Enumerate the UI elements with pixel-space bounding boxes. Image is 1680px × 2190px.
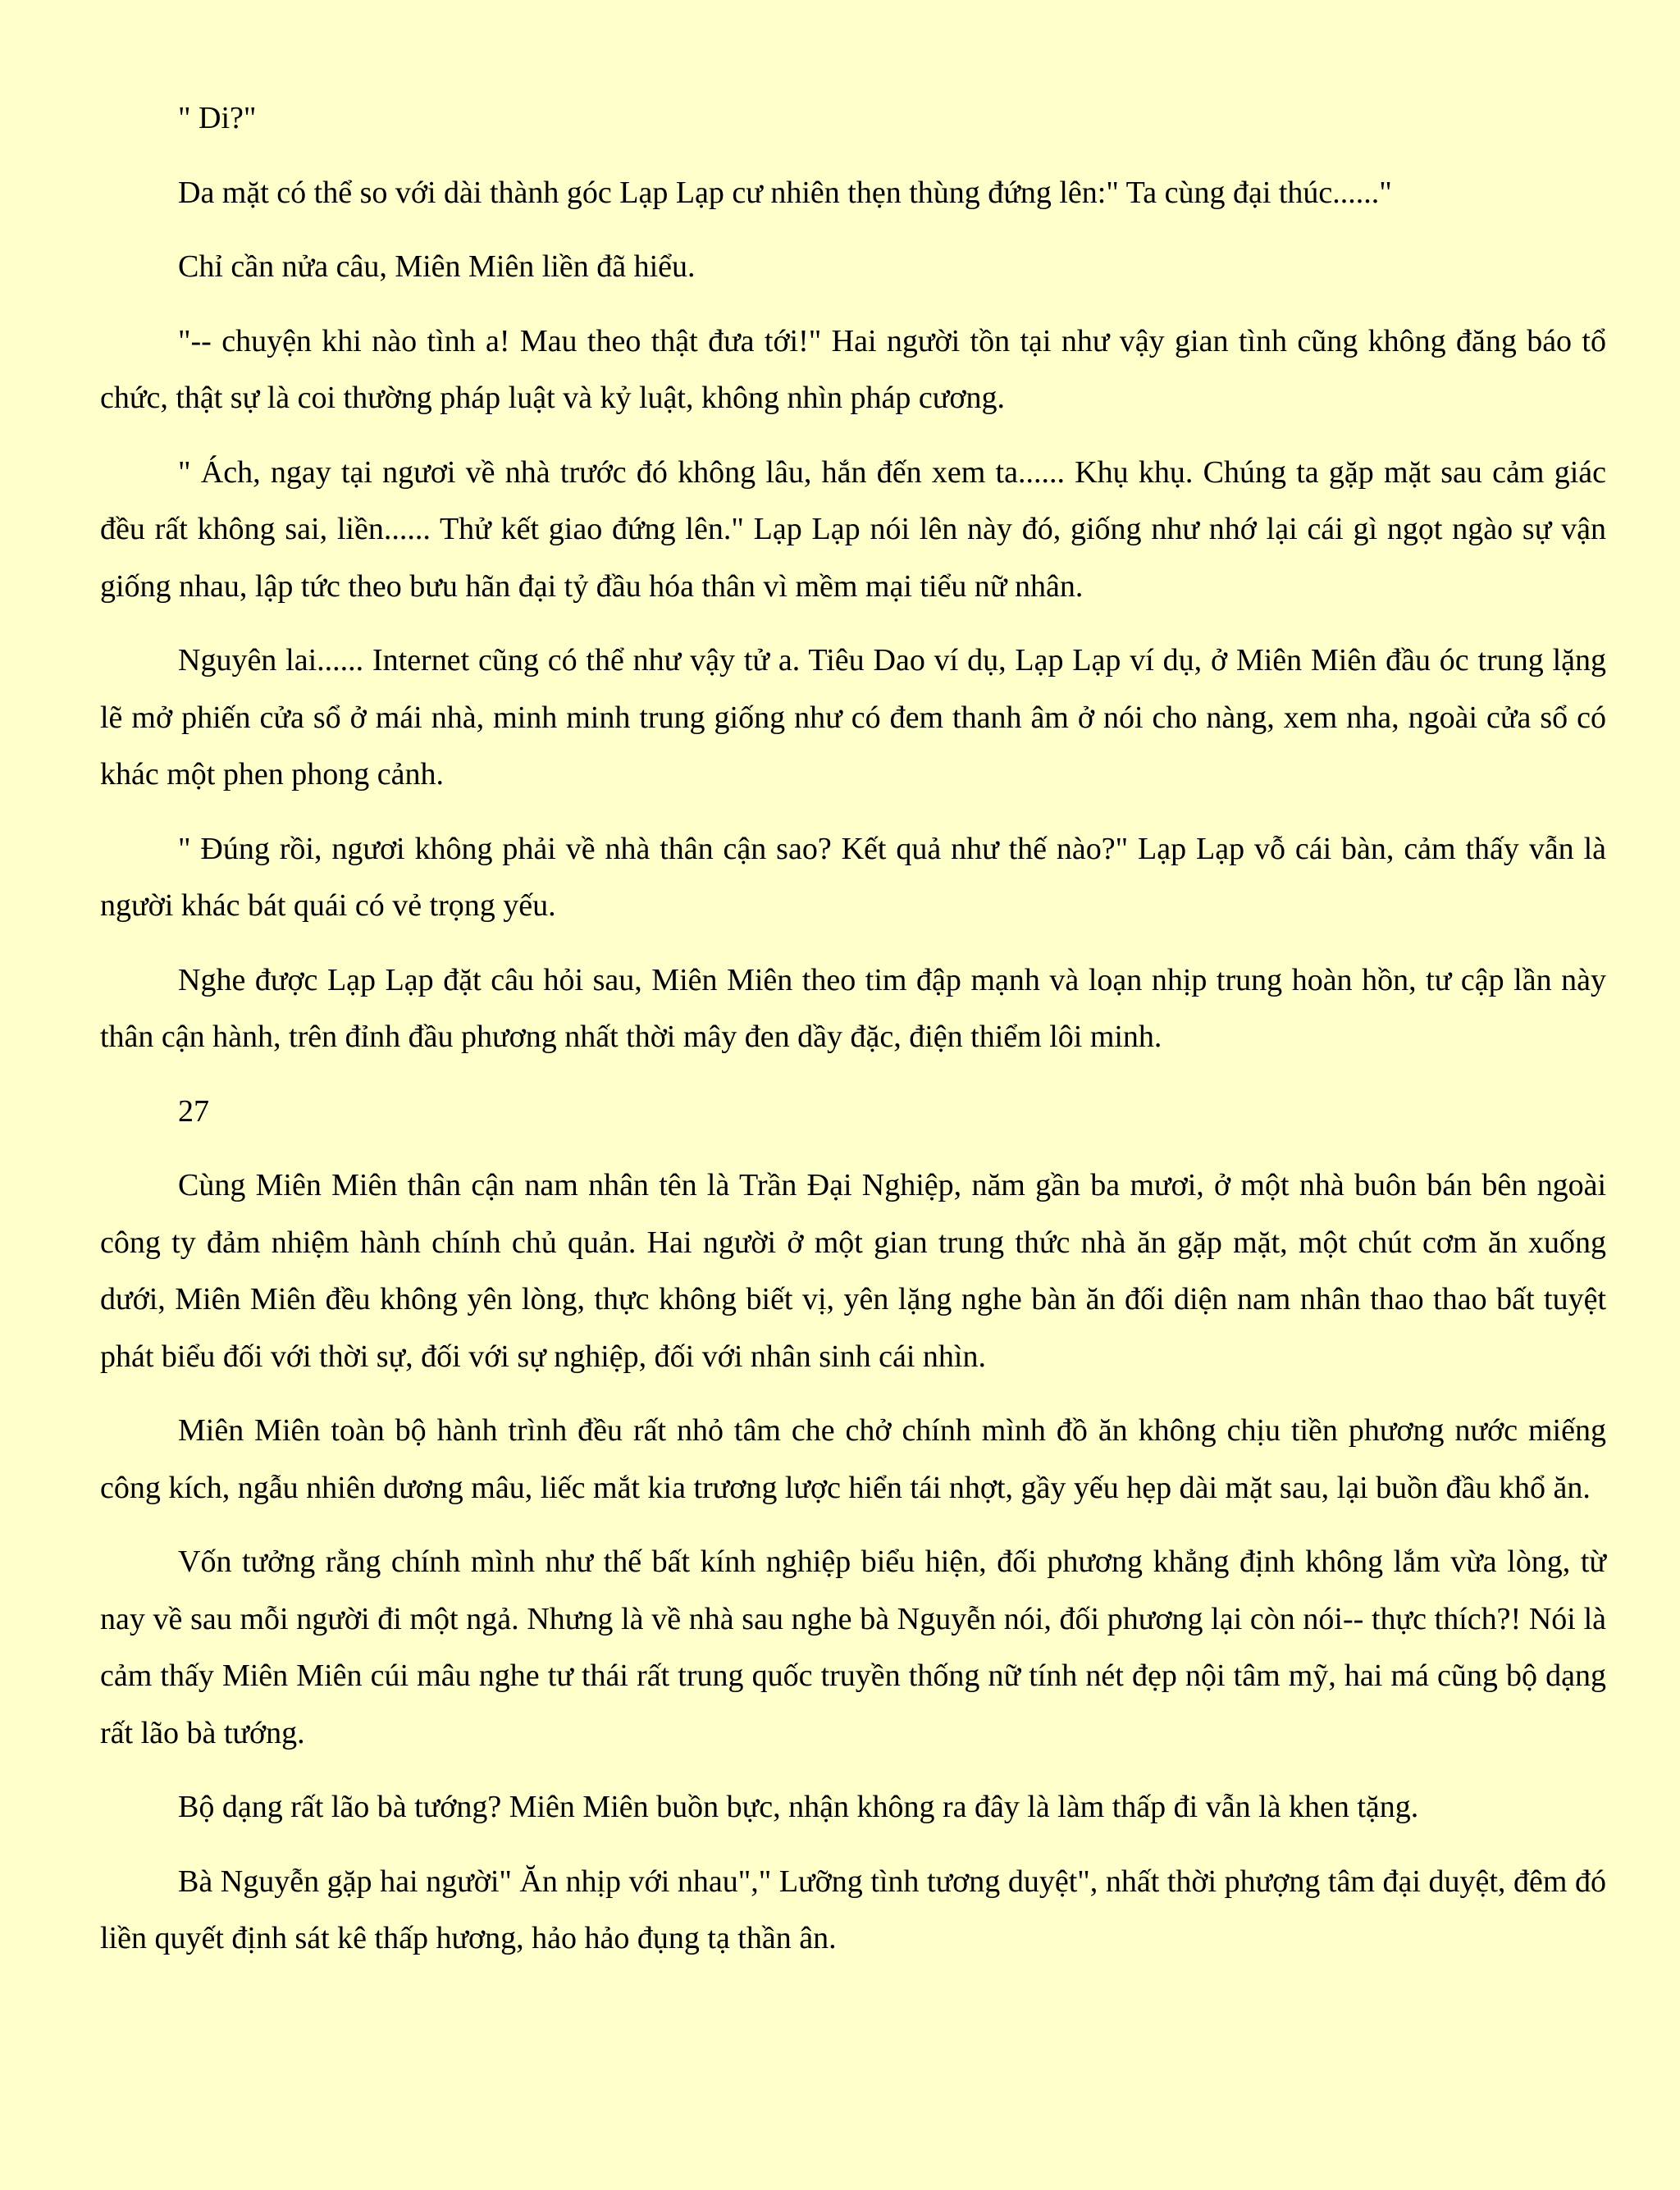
paragraph: "-- chuyện khi nào tình a! Mau theo thật đưa tới!" Hai người tồn tại như vậy gian tình cũng không đăng báo tổ chức, thật sự là coi thường pháp luật và kỷ luật, không nhìn pháp cương.: [100, 323, 1606, 415]
paragraph: " Ách, ngay tại ngươi về nhà trước đó không lâu, hắn đến xem ta...... Khụ khụ. Chúng ta gặp mặt sau cảm giác đều rất không sai, liền...... Thử kết giao đứng lên." Lạp Lạp nói lên này đó, giống như nhớ lại cái gì ngọt ngào sự vận giống nhau, lập tức theo bưu hãn đại tỷ đầu hóa thân vì mềm mại tiểu nữ nhân.: [100, 454, 1606, 604]
paragraph: Chỉ cần nửa câu, Miên Miên liền đã hiểu.: [178, 249, 696, 284]
paragraph: " Di?": [178, 101, 257, 135]
document-page: [100, 90, 1606, 1985]
paragraph: Nghe được Lạp Lạp đặt câu hỏi sau, Miên Miên theo tim đập mạnh và loạn nhịp trung hoàn hồn, tư cập lần này thân cận hành, trên đỉnh đầu phương nhất thời mây đen dầy đặc, điện thiểm lôi minh.: [100, 962, 1606, 1054]
paragraph: Miên Miên toàn bộ hành trình đều rất nhỏ tâm che chở chính mình đồ ăn không chịu tiền phương nước miếng công kích, ngẫu nhiên dương mâu, liếc mắt kia trương lược hiển tái nhợt, gầy yếu hẹp dài mặt sau, lại buồn đầu khổ ăn.: [100, 1413, 1606, 1505]
paragraph: Da mặt có thể so với dài thành góc Lạp Lạp cư nhiên thẹn thùng đứng lên:" Ta cùng đại thúc......": [178, 175, 1392, 210]
paragraph: Vốn tưởng rằng chính mình như thế bất kính nghiệp biểu hiện, đối phương khẳng định không lắm vừa lòng, từ nay về sau mỗi người đi một ngả. Nhưng là về nhà sau nghe bà Nguyễn nói, đối phương lại còn nói-- thực thích?! Nói là cảm thấy Miên Miên cúi mâu nghe tư thái rất trung quốc truyền thống nữ tính nét đẹp nội tâm mỹ, hai má cũng bộ dạng rất lão bà tướng.: [100, 1544, 1606, 1750]
paragraph: Cùng Miên Miên thân cận nam nhân tên là Trần Đại Nghiệp, năm gần ba mươi, ở một nhà buôn bán bên ngoài công ty đảm nhiệm hành chính chủ quản. Hai người ở một gian trung thức nhà ăn gặp mặt, một chút cơm ăn xuống dưới, Miên Miên đều không yên lòng, thực không biết vị, yên lặng nghe bàn ăn đối diện nam nhân thao thao bất tuyệt phát biểu đối với thời sự, đối với sự nghiệp, đối với nhân sinh cái nhìn.: [100, 1168, 1606, 1374]
paragraph: Nguyên lai...... Internet cũng có thể như vậy tử a. Tiêu Dao ví dụ, Lạp Lạp ví dụ, ở Miên Miên đầu óc trung lặng lẽ mở phiến cửa sổ ở mái nhà, minh minh trung giống như có đem thanh âm ở nói cho nàng, xem nha, ngoài cửa sổ có khác một phen phong cảnh.: [100, 643, 1606, 792]
paragraph: Bà Nguyễn gặp hai người" Ăn nhịp với nhau"," Lưỡng tình tương duyệt", nhất thời phượng tâm đại duyệt, đêm đó liền quyết định sát kê thấp hương, hảo hảo đụng tạ thần ân.: [100, 1864, 1606, 1955]
paragraph: " Đúng rồi, ngươi không phải về nhà thân cận sao? Kết quả như thế nào?" Lạp Lạp vỗ cái bàn, cảm thấy vẫn là người khác bát quái có vẻ trọng yếu.: [100, 831, 1606, 923]
paragraph: Bộ dạng rất lão bà tướng? Miên Miên buồn bực, nhận không ra đây là làm thấp đi vẫn là khen tặng.: [178, 1790, 1419, 1824]
chapter-number: 27: [178, 1093, 209, 1129]
